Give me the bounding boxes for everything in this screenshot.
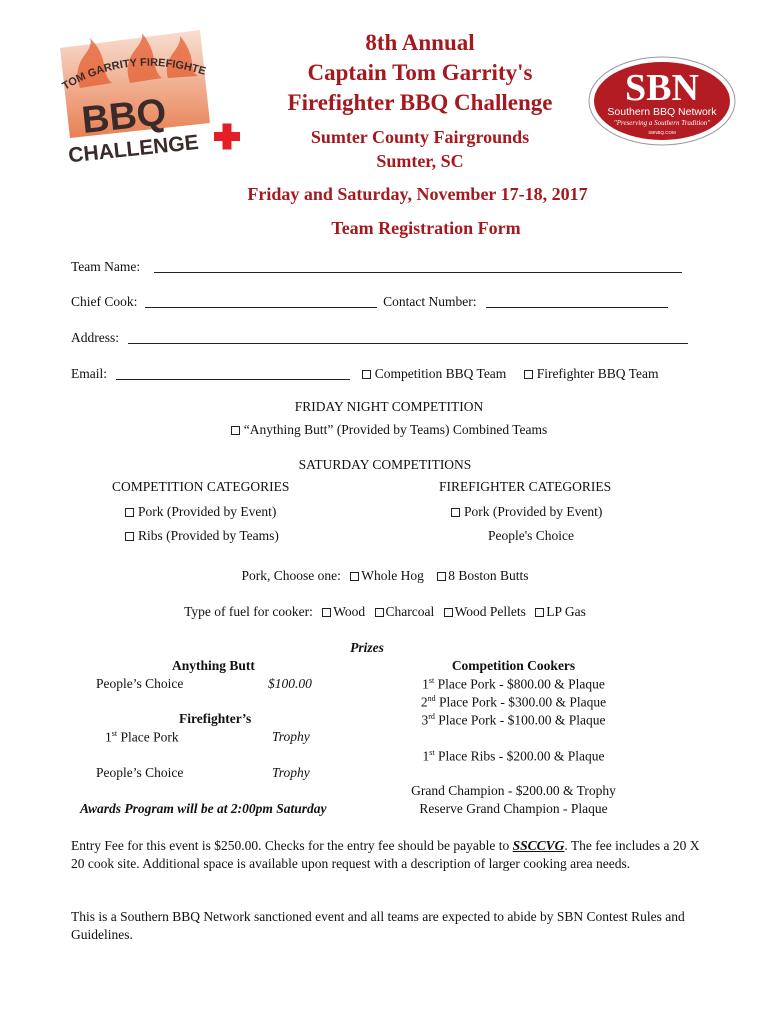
anything-butt-label: “Anything Butt” (Provided by Teams) Combined Teams: [243, 422, 548, 437]
comp-prize-1-sup: st: [428, 676, 435, 685]
prizes-heading: Prizes: [350, 640, 384, 655]
title-line-3: Firefighter BBQ Challenge: [287, 90, 553, 115]
sbn-name-text: Southern BBQ Network: [607, 106, 717, 118]
entry-fee-payee: SSCCVG: [512, 838, 565, 853]
firefighter-team-checkbox[interactable]: [524, 370, 533, 379]
anything-butt-pc-label: People’s Choice: [96, 676, 184, 691]
fuel-lpgas-label: LP Gas: [546, 604, 586, 619]
fuel-pellets-checkbox[interactable]: [444, 608, 453, 617]
comp-pork-checkbox[interactable]: [125, 508, 134, 517]
comp-prize-2-sup: nd: [427, 694, 436, 703]
comp-prize-ribs-sup: st: [429, 748, 435, 757]
email-row: [71, 365, 711, 382]
comp-prize-1: [395, 676, 632, 693]
firefighter-categories-heading: FIREFIGHTER CATEGORIES: [439, 479, 612, 494]
title-line-1: 8th Annual: [365, 30, 475, 55]
sbn-main-text: SBN: [625, 67, 699, 109]
entry-fee-part2: . The fee includes a 20 X 20 cook site. Additional space is available upon request with a description of larger cooking area needs.: [71, 838, 700, 871]
ff-peoples-choice: People's Choice: [488, 528, 575, 543]
reserve-champion: Reserve Grand Champion - Plaque: [419, 801, 608, 816]
whole-hog-label: Whole Hog: [361, 568, 424, 583]
contact-number-field[interactable]: [486, 293, 668, 308]
fuel-wood-label: Wood: [333, 604, 366, 619]
team-name-label: Team Name:: [71, 259, 141, 274]
saturday-heading: SATURDAY COMPETITIONS: [298, 457, 472, 472]
pork-choice-label: Pork, Choose one:: [241, 568, 341, 583]
fuel-pellets-label: Wood Pellets: [454, 604, 526, 619]
chief-cook-field[interactable]: [145, 293, 377, 308]
chief-cook-row: [71, 293, 691, 310]
comp-prize-3-sup: rd: [428, 712, 435, 721]
anything-butt-prize-heading: Anything Butt: [172, 658, 255, 673]
form-title: Team Registration Form: [331, 218, 521, 238]
grand-champion: Grand Champion - $200.00 & Trophy: [411, 783, 616, 798]
awards-note: Awards Program will be at 2:00pm Saturday: [80, 801, 327, 816]
logo-challenge-text: CHALLENGE: [67, 130, 200, 168]
logo-arc-text: TOM GARRITY FIREFIGHTE: [60, 56, 208, 93]
comp-ribs-label: Ribs (Provided by Teams): [138, 528, 279, 543]
comp-ribs-row: [125, 528, 279, 544]
contact-number-label: Contact Number:: [383, 294, 477, 309]
sbn-tagline-text: "Preserving a Southern Tradition": [613, 119, 711, 127]
ff-first-place-label: [105, 729, 179, 746]
friday-heading: FRIDAY NIGHT COMPETITION: [294, 399, 484, 414]
pork-choice-row: [0, 568, 770, 584]
sbn-url-text: SBNBQ.COM: [648, 130, 676, 135]
entry-fee-part1: Entry Fee for this event is $250.00. Checks for the entry fee should be payable to: [71, 838, 513, 853]
comp-prize-2-text: Place Pork - $300.00 & Plaque: [438, 694, 607, 710]
anything-butt-pc-value: $100.00: [268, 676, 312, 691]
fuel-row: [0, 604, 770, 620]
comp-pork-row: [125, 504, 276, 520]
comp-prize-3-text: Place Pork - $100.00 & Plaque: [438, 712, 606, 728]
logo-bbq-text: BBQ: [79, 91, 169, 142]
fuel-charcoal-label: Charcoal: [385, 604, 435, 619]
ff-pork-row: [451, 504, 602, 520]
bbq-challenge-logo-art: [50, 28, 245, 168]
fuel-label: Type of fuel for cooker:: [184, 604, 313, 619]
ff-pork-checkbox[interactable]: [451, 508, 460, 517]
fuel-wood-checkbox[interactable]: [322, 608, 331, 617]
comp-prize-1-num: 1: [422, 676, 429, 692]
comp-prize-3-num: 3: [421, 712, 429, 728]
team-name-field[interactable]: [154, 258, 682, 273]
boston-butts-checkbox[interactable]: [437, 572, 446, 581]
ff-pc-label: People’s Choice: [96, 765, 184, 780]
firefighter-team-label: Firefighter BBQ Team: [536, 366, 659, 381]
competition-team-label: Competition BBQ Team: [374, 366, 507, 381]
firefighters-prize-heading: Firefighter’s: [179, 711, 252, 726]
chief-cook-label: Chief Cook:: [71, 294, 138, 309]
comp-prize-1-text: Place Pork - $800.00 & Plaque: [437, 676, 605, 692]
competition-cookers-heading: Competition Cookers: [451, 658, 576, 673]
title-line-2: Captain Tom Garrity's: [307, 60, 533, 85]
competition-categories-heading: COMPETITION CATEGORIES: [112, 479, 290, 494]
comp-prize-ribs: [395, 748, 632, 765]
comp-prize-2-num: 2: [420, 694, 428, 710]
ff-first-place-sup: st: [111, 729, 118, 738]
event-title: [250, 28, 590, 118]
ff-first-place-num: 1: [105, 729, 112, 745]
venue: [250, 125, 590, 173]
address-label: Address:: [71, 330, 119, 345]
address-field[interactable]: [128, 329, 688, 344]
anything-butt-checkbox[interactable]: [231, 426, 240, 435]
ff-first-place-text: Place Pork: [120, 729, 179, 745]
competition-team-checkbox[interactable]: [362, 370, 371, 379]
ff-pork-label: Pork (Provided by Event): [464, 504, 603, 519]
fuel-lpgas-checkbox[interactable]: [535, 608, 544, 617]
email-label: Email:: [71, 366, 107, 381]
whole-hog-checkbox[interactable]: [350, 572, 359, 581]
comp-prize-ribs-num: 1: [422, 748, 430, 764]
venue-line-2: Sumter, SC: [376, 151, 464, 171]
red-cross-icon: [214, 124, 240, 150]
team-name-row: [71, 258, 691, 275]
friday-item-row: [0, 422, 770, 438]
sanction-paragraph: This is a Southern BBQ Network sanctioned event and all teams are expected to abide by SBN Contest Rules and Guidelines.: [71, 909, 685, 942]
bbq-challenge-logo: [50, 28, 245, 168]
comp-ribs-checkbox[interactable]: [125, 532, 134, 541]
ff-pc-value: Trophy: [272, 765, 310, 780]
entry-fee-paragraph: [71, 837, 701, 873]
sbn-logo-art: [587, 55, 737, 147]
comp-prize-3: [395, 712, 632, 729]
sbn-logo: [587, 55, 737, 147]
ff-first-place-value: Trophy: [272, 729, 310, 744]
venue-line-1: Sumter County Fairgrounds: [310, 127, 530, 147]
email-field[interactable]: [116, 365, 350, 380]
boston-butts-label: 8 Boston Butts: [448, 568, 529, 583]
fuel-charcoal-checkbox[interactable]: [375, 608, 384, 617]
event-dates: Friday and Saturday, November 17-18, 2017: [247, 184, 588, 204]
comp-pork-label: Pork (Provided by Event): [138, 504, 277, 519]
comp-prize-2: [395, 694, 632, 711]
comp-prize-ribs-text: Place Ribs - $200.00 & Plaque: [437, 748, 605, 764]
address-row: [71, 329, 696, 346]
